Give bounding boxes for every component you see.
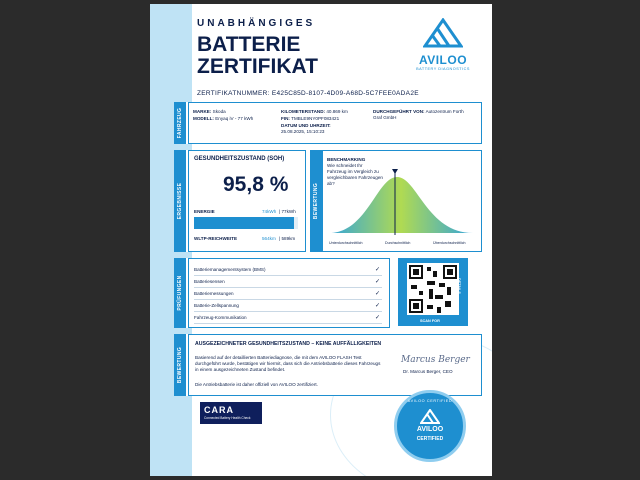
mileage-value: 40.869 km <box>326 109 348 114</box>
model-value: Enyaq iV - 77 kWh <box>215 116 254 121</box>
vin-row <box>281 116 339 122</box>
seal-ring-text: AVILOO CERTIFIED <box>407 399 453 403</box>
checks-tab <box>174 258 186 328</box>
checks-section <box>174 258 482 328</box>
marker-arrow-icon <box>392 169 398 174</box>
results-tab <box>174 150 186 252</box>
label-above-average: Überdurchschnittlich <box>433 241 466 245</box>
check-item-label: Fahrzeug-Kommunikation <box>194 315 247 320</box>
results-tab-label: ERGEBNISSE <box>177 182 183 220</box>
seal-triangle-icon <box>420 409 440 424</box>
cara-name: CARA <box>204 405 234 415</box>
soh-title: GESUNDHEITSZUSTAND (SOH) <box>194 156 285 162</box>
cara-subtitle: Connected Battery Health Check <box>204 416 251 420</box>
label-below-average: Unterdurchschnittlich <box>329 241 363 245</box>
bell-curve-chart <box>327 167 477 237</box>
date-label-text: DATUM UND UHRZEIT: <box>281 123 331 128</box>
qr-code-icon[interactable] <box>407 263 459 315</box>
check-item-label: Batteriemessungen <box>194 291 234 296</box>
performed-by-row <box>373 109 473 121</box>
checkmark-icon: ✓ <box>374 267 380 273</box>
certified-seal <box>394 390 466 462</box>
check-item <box>194 313 382 324</box>
header-big-title <box>197 34 318 78</box>
certificate-page <box>150 4 492 476</box>
results-section <box>174 150 482 252</box>
performed-by-label: DURCHGEFÜHRT VON: <box>373 109 425 114</box>
qr-scan-label: SCAN FOR <box>420 319 440 323</box>
mileage-row <box>281 109 348 115</box>
bell-curve <box>329 177 473 233</box>
checkmark-icon: ✓ <box>374 315 380 321</box>
rating-tab-label: BEWERTUNG <box>313 182 319 220</box>
assessment-text: Basierend auf der detaillierten Batteriediagnose, die mit dem AVILOO FLASH Test durchgeführt wurde, bestätigen wir hiermit, dass sich die Antriebsbatterie dieses Fahrzeugs in einem ausgezeichneten Zustand befindet. <box>195 355 381 372</box>
aviloo-logo <box>408 18 478 80</box>
assessment-section <box>174 334 482 396</box>
range-label: WLTP-REICHWEITE <box>194 236 238 241</box>
assessment-box <box>188 334 482 396</box>
energy-label: ENERGIE <box>194 209 215 214</box>
assessment-tab <box>174 334 186 396</box>
logo-name: AVILOO <box>418 53 468 67</box>
qr-details-label: DETAILS <box>457 278 461 294</box>
soh-bar-fill <box>194 217 294 229</box>
check-item <box>194 277 382 288</box>
assessment-certified-text: Die Antriebsbatterie ist daher offiziell von AVILOO zertifiziert. <box>195 382 318 387</box>
make-row <box>193 109 226 115</box>
model-label: MODELL: <box>193 116 214 121</box>
performed-by-value: Autozentrum Forth Graf GmbH <box>373 109 464 120</box>
range-value: 564km <box>262 236 276 241</box>
header-big-title-line1: BATTERIE <box>197 33 301 56</box>
check-item-label: Batterie-Zellspannung <box>194 303 239 308</box>
checkmark-icon: ✓ <box>374 291 380 297</box>
soh-box <box>188 150 306 252</box>
label-average: Durchschnittlich <box>385 241 411 245</box>
seal-name: AVILOO <box>416 426 444 433</box>
vin-label: FIN: <box>281 116 290 121</box>
aviloo-triangle-icon <box>423 18 463 48</box>
vehicle-tab-label: FAHRZEUG <box>177 107 183 139</box>
vehicle-box <box>188 102 482 144</box>
make-label: MARKE: <box>193 109 212 114</box>
vehicle-section <box>174 102 482 144</box>
certificate-number: ZERTIFIKATNUMMER: E425C85D-8107-4D09-A68D-5C7FEE0ADA2E <box>197 90 419 97</box>
checks-tab-label: PRÜFUNGEN <box>177 275 183 311</box>
check-item-label: Batteriemanagementsystem (BMS) <box>194 267 266 272</box>
energy-total: | 77kWh <box>279 209 296 214</box>
logo-subtitle: BATTERY DIAGNOSTICS <box>416 67 470 71</box>
energy-value: 74kWh <box>262 209 277 214</box>
checkmark-icon: ✓ <box>374 303 380 309</box>
qr-code-panel[interactable] <box>398 258 468 326</box>
date-value: 25.08.2025, 15:10:23 <box>281 129 325 134</box>
assessment-tab-label: BEWERTUNG <box>177 346 183 384</box>
check-item-label: Batteriesensen <box>194 279 225 284</box>
seal-label: CERTIFIED <box>416 436 444 442</box>
benchmark-box <box>322 150 482 252</box>
benchmark-text: Wie schneidet Ihr Fahrzeug im Vergleich zu vergleichbaren Fahrzeugen ab? <box>327 163 383 186</box>
check-item <box>194 265 382 276</box>
header-small-title: UNABHÄNGIGES <box>197 18 316 29</box>
check-item <box>194 301 382 312</box>
benchmark-title: BENCHMARKING <box>327 157 366 162</box>
mileage-label: KILOMETERSTAND: <box>281 109 326 114</box>
make-value: Skoda <box>212 109 226 114</box>
checkmark-icon: ✓ <box>374 279 380 285</box>
checks-box <box>188 258 390 328</box>
ceo-signature: Marcus Berger <box>401 355 470 365</box>
check-item <box>194 289 382 300</box>
rating-tab <box>310 150 322 252</box>
ceo-name: Dr. Marcus Berger, CEO <box>403 369 453 374</box>
assessment-title: AUSGEZEICHNETER GESUNDHEITSZUSTAND – KEINE AUFFÄLLIGKEITEN <box>195 341 382 347</box>
soh-value: 95,8 % <box>223 173 289 196</box>
header-big-title-line2: ZERTIFIKAT <box>197 55 318 78</box>
vehicle-tab <box>174 102 186 144</box>
vin-value: TMBLE9NY0PF083421 <box>291 116 340 121</box>
range-total: | 589km <box>279 236 296 241</box>
cara-badge <box>200 402 262 424</box>
model-row <box>193 116 253 122</box>
